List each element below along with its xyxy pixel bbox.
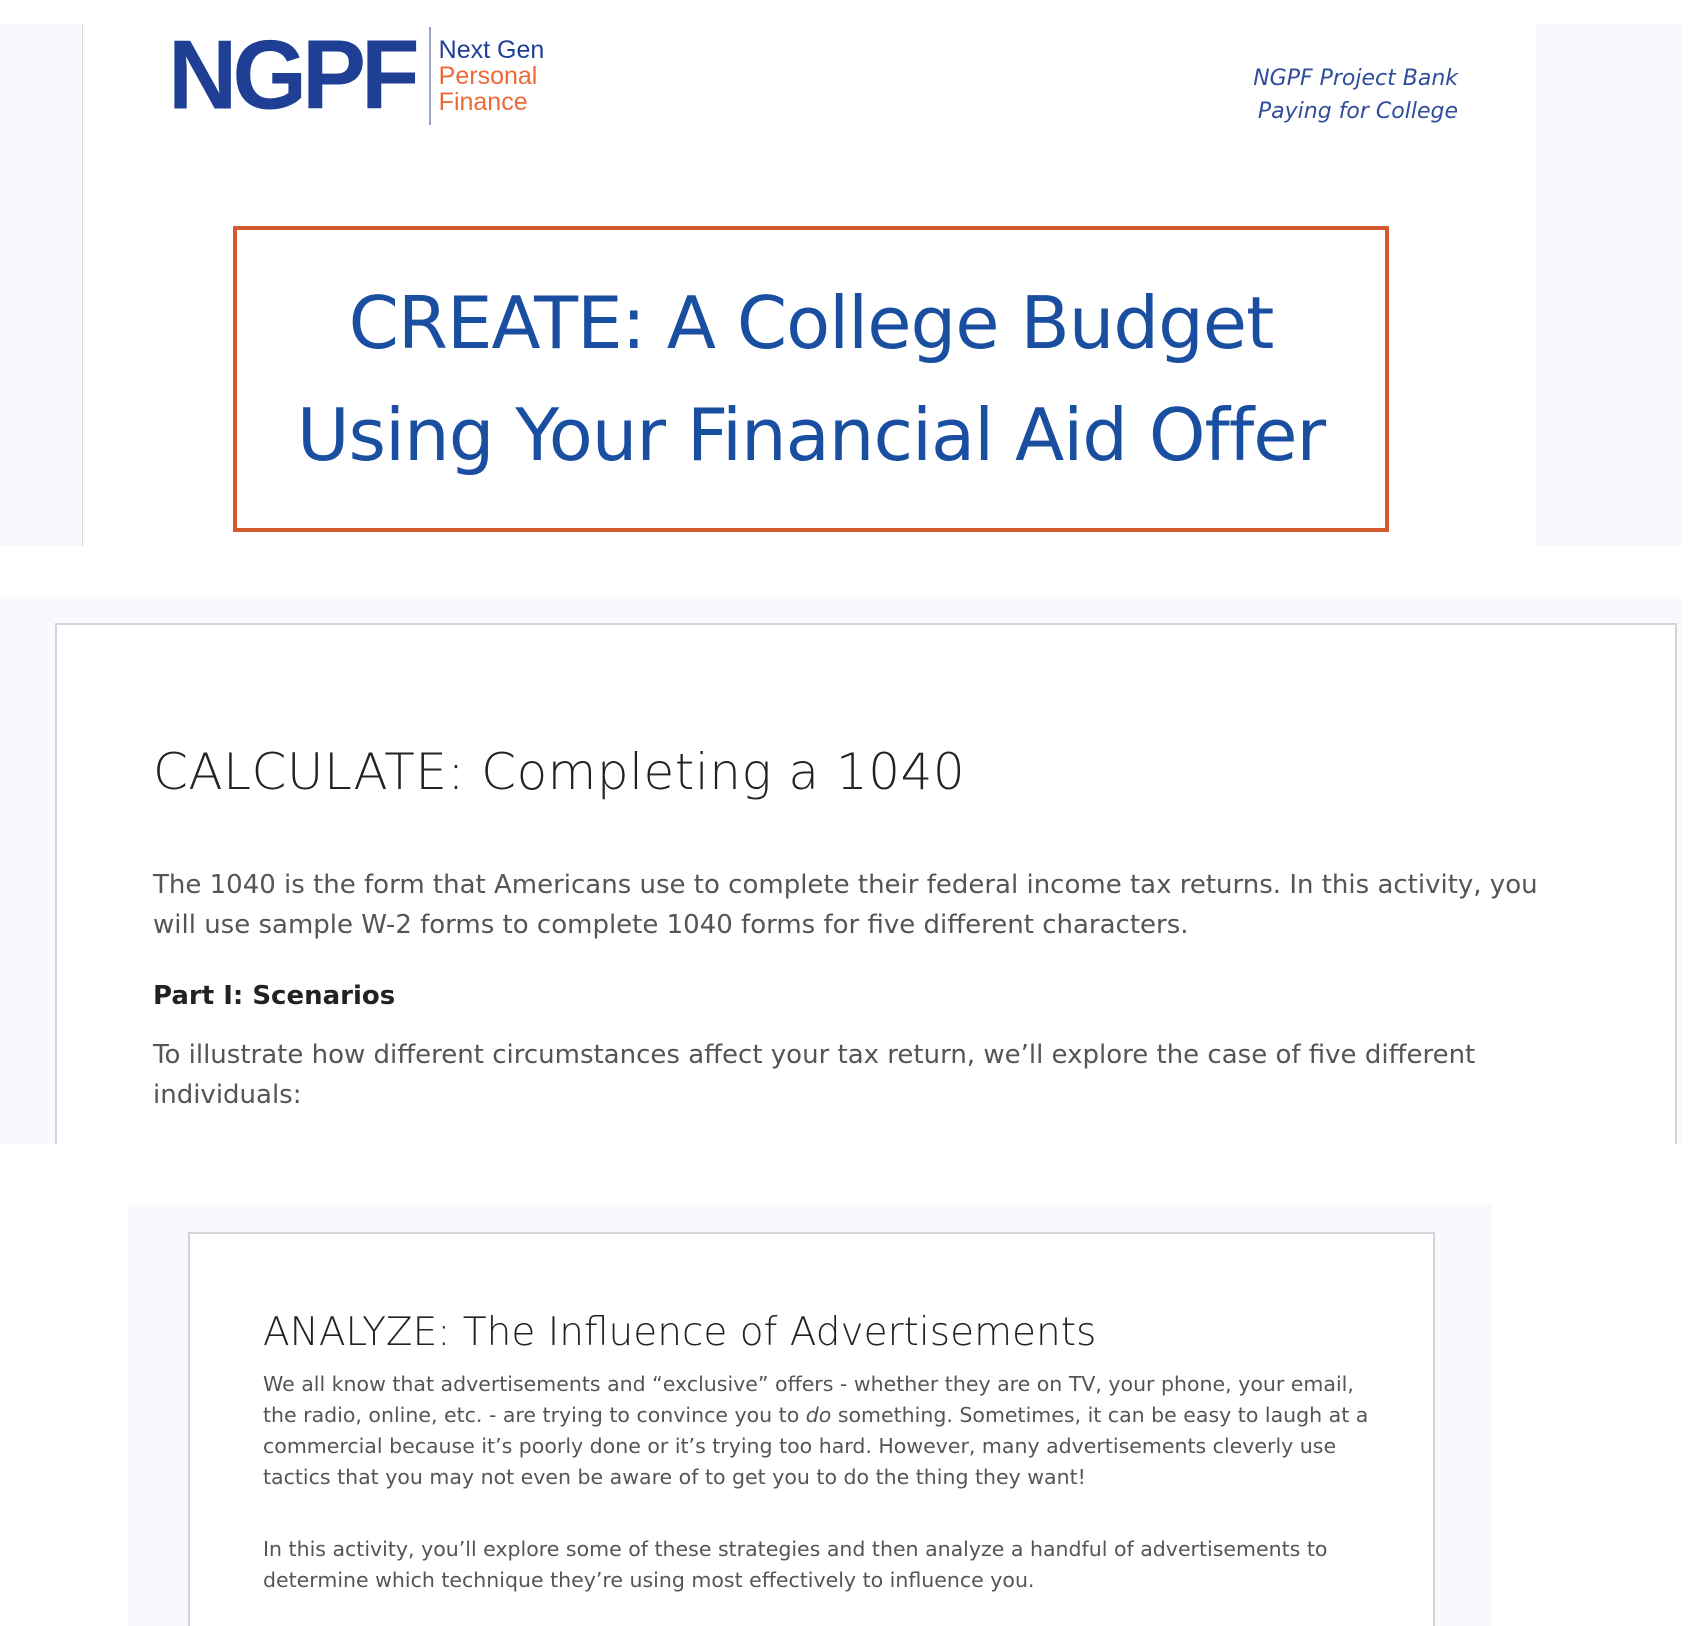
project-title-box — [233, 226, 1389, 532]
calculate-card — [55, 623, 1677, 1144]
logo-line-finance: Finance — [438, 88, 528, 116]
logo-wordmark — [439, 37, 545, 115]
create-project-panel — [0, 20, 1698, 546]
ngpf-logo — [168, 20, 545, 131]
logo-mark: NGPF — [168, 20, 415, 131]
logo-line-personal: Personal — [438, 62, 538, 90]
analyze-body-part1: We all know that advertisements and “exclusive” offers - whether they are on TV, your phone, your email, the radio, online, etc. - are trying to convince you to — [263, 1372, 1354, 1427]
analyze-body — [263, 1369, 1383, 1493]
analyze-panel — [128, 1205, 1492, 1626]
calculate-subhead: Part I: Scenarios — [153, 981, 396, 1011]
analyze-body-emphasis: do — [805, 1403, 832, 1427]
analyze-card — [188, 1232, 1435, 1626]
right-margin-pane — [1536, 24, 1682, 546]
calculate-title: CALCULATE: Completing a 1040 — [153, 743, 966, 801]
calculate-body: To illustrate how different circumstances affect your tax return, we’ll explore the case of five different individuals: — [153, 1040, 1476, 1110]
logo-divider — [429, 27, 431, 125]
calculate-panel — [0, 597, 1682, 1144]
left-margin-pane — [0, 24, 83, 546]
project-title-line-2: Using Your Financial Aid Offer — [296, 393, 1326, 477]
logo-line-next-gen: Next Gen — [438, 36, 545, 64]
project-bank-label — [1253, 62, 1458, 128]
calculate-intro: The 1040 is the form that Americans use to complete their federal income tax returns. In this activity, you will use sample W-2 forms to complete 1040 forms for five different characters. — [153, 870, 1538, 940]
project-title-line-1: CREATE: A College Budget — [348, 281, 1274, 365]
project-category-line: Paying for College — [1257, 99, 1458, 124]
analyze-title: ANALYZE: The Influence of Advertisements — [263, 1310, 1097, 1355]
analyze-body-2: In this activity, you’ll explore some of these strategies and then analyze a handful of advertisements to determine which technique they’re using most effectively to influence you. — [263, 1537, 1328, 1592]
project-bank-line: NGPF Project Bank — [1253, 66, 1458, 91]
analyze-body-part2: something. Sometimes, it can be easy to laugh at a commercial because it’s poorly done or it’s trying too hard. However, many advertisements cleverly use tactics that you may not even be aware of to get you to do the thing they want! — [263, 1403, 1369, 1489]
